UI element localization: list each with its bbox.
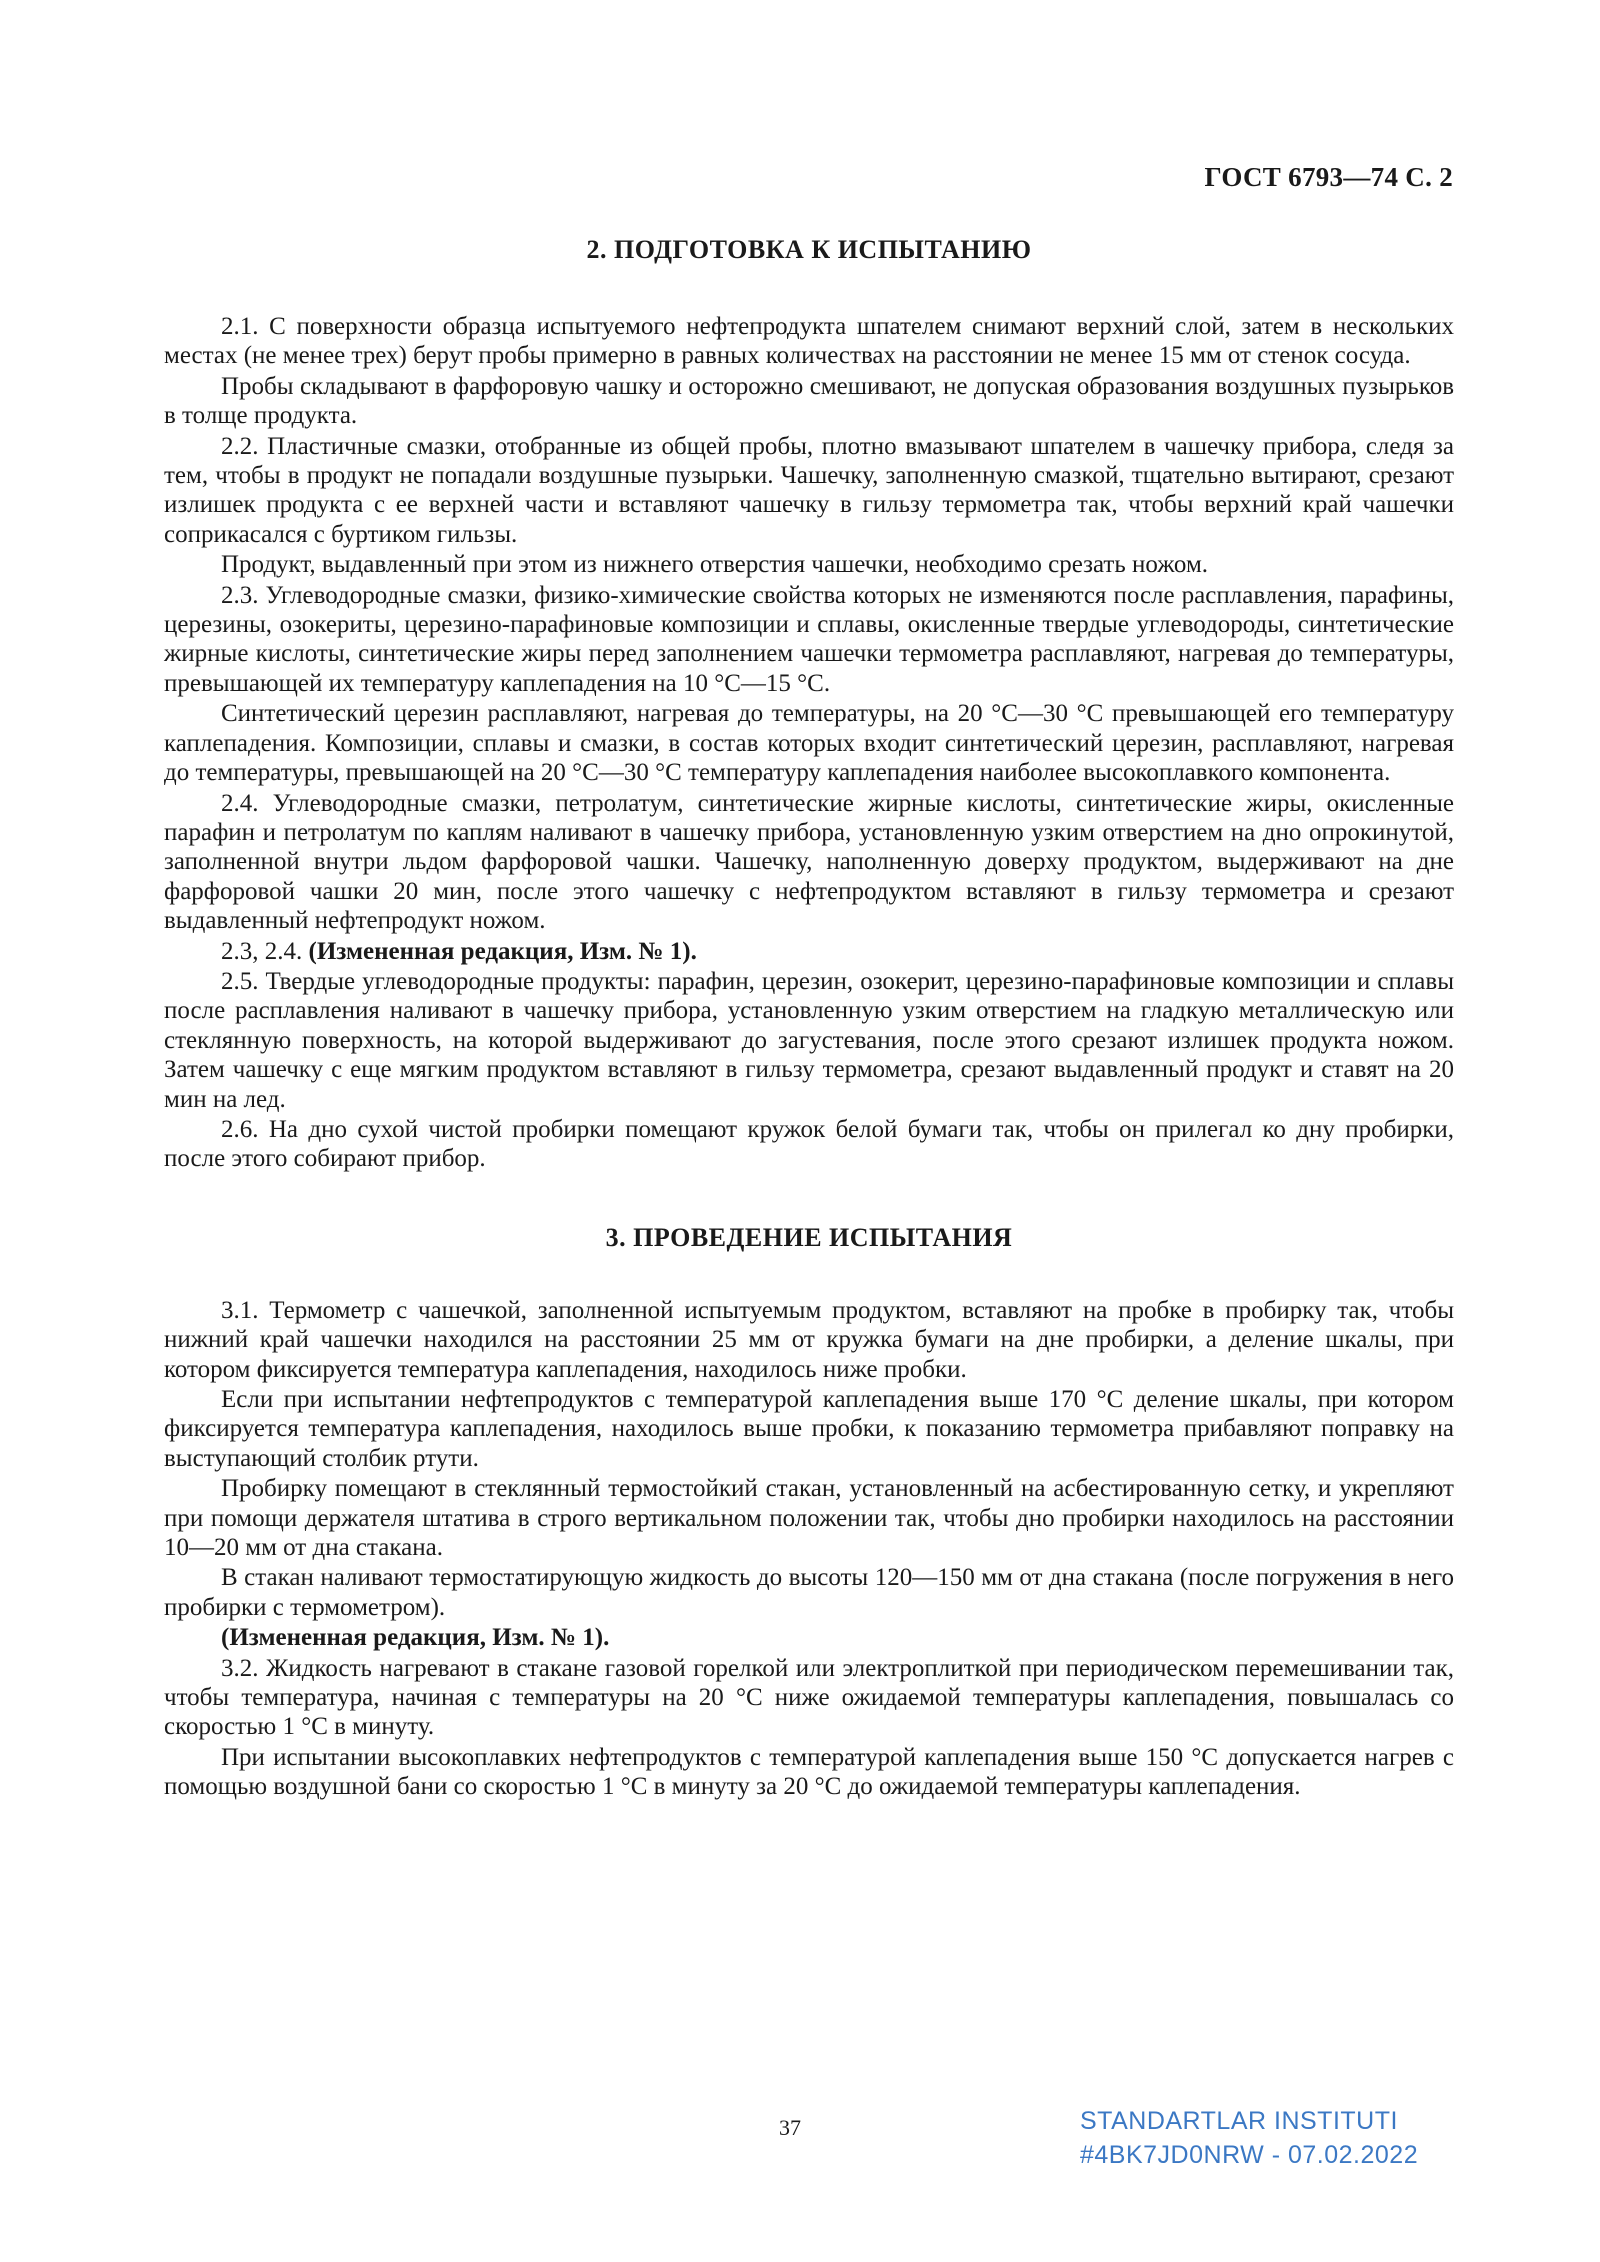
paragraph-3-1: 3.1. Термометр с чашечкой, заполненной испытуемым продуктом, вставляют на пробке в пробирку так, чтобы нижний край чашечки находился на расстоянии 25 мм от кружка бумаги на дне пробирки, а деление шкалы, при котором фиксируется температура каплепадения, находилось ниже пробки. — [164, 1296, 1454, 1383]
paragraph-3-1-beaker: Пробирку помещают в стеклянный термостойкий стакан, установленный на асбестированную сетку, и укрепляют при помощи держателя штатива в строго вертикальном положении так, чтобы дно пробирки находилось на расстоянии 10—20 мм от дна стакана. — [164, 1475, 1454, 1562]
gost-header: ГОСТ 6793—74 С. 2 — [1204, 162, 1453, 192]
amendment-text: (Измененная редакция, Изм. № 1). — [221, 1624, 610, 1652]
paragraph-2-1-samples: Пробы складывают в фарфоровую чашку и осторожно смешивают, не допуская образования воздушных пузырьков в толще продукта. — [164, 372, 1454, 430]
amendment-note-2-3-2-4 — [164, 937, 1454, 966]
section-3-title: 3. ПРОВЕДЕНИЕ ИСПЫТАНИЯ — [605, 1222, 1013, 1252]
paragraph-2-1: 2.1. С поверхности образца испытуемого нефтепродукта шпателем снимают верхний слой, затем в нескольких местах (не менее трех) берут пробы примерно в равных количествах на расстоянии не менее 15 мм от стенок сосуда. — [164, 313, 1454, 370]
section-2-title: 2. ПОДГОТОВКА К ИСПЫТАНИЮ — [586, 235, 1032, 264]
paragraph-2-4: 2.4. Углеводородные смазки, петролатум, синтетические жирные кислоты, синтетические жиры, окисленные парафин и петролатум по каплям наливают в чашечку прибора, установленную узким отверстием на дно опрокинутой, заполненной внутри льдом фарфоровой чашки. Чашечку, наполненную доверху продуктом, выдерживают на дне фарфоровой чашки 20 мин, после этого чашечку с нефтепродуктом вставляют в гильзу термометра и срезают выдавленный нефтепродукт ножом. — [164, 789, 1454, 935]
paragraph-2-2-cut: Продукт, выдавленный при этом из нижнего отверстия чашечки, необходимо срезать ножом. — [221, 551, 1209, 579]
paragraph-2-6: 2.6. На дно сухой чистой пробирки помещают кружок белой бумаги так, чтобы он прилегал ко дну пробирки, после этого собирают прибор. — [164, 1115, 1454, 1173]
page-number: 37 — [779, 2115, 801, 2140]
paragraph-2-3: 2.3. Углеводородные смазки, физико-химические свойства которых не изменяются после расплавления, парафины, церезины, озокериты, церезино-парафиновые композиции и сплавы, окисленные твердые углеводороды, синтетические жирные кислоты, синтетические жиры перед заполнением чашечки термометра расплавляют, нагревая до температуры, превышающей их температуру каплепадения на 10 °С—15 °С. — [164, 581, 1454, 697]
paragraph-2-3-ceresin: Синтетический церезин расплавляют, нагревая до температуры, на 20 °С—30 °С превышающей его температуру каплепадения. Композиции, сплавы и смазки, в состав которых входит синтетический церезин, расплавляют, нагревая до температуры, превышающей на 20 °С—30 °С температуру каплепадения наиболее высокоплавкого компонента. — [164, 700, 1454, 787]
amendment-text: (Измененная редакция, Изм. № 1). — [308, 937, 697, 965]
watermark-stamp — [1080, 2104, 1418, 2172]
paragraph-2-2: 2.2. Пластичные смазки, отобранные из общей пробы, плотно вмазывают шпателем в чашечку прибора, следя за тем, чтобы в продукт не попадали воздушные пузырьки. Чашечку, заполненную смазкой, тщательно вытирают, срезают излишек продукта с ее верхней части и вставляют чашечку в гильзу термометра так, чтобы верхний край чашечки соприкасался с буртиком гильзы. — [164, 432, 1454, 548]
paragraph-3-2-high-melting: При испытании высокоплавких нефтепродуктов с температурой каплепадения выше 150 °С допускается нагрев с помощью воздушной бани со скоростью 1 °С в минуту за 20 °С до ожидаемой температуры каплепадения. — [164, 1743, 1454, 1801]
amendment-note-3-1 — [164, 1623, 1454, 1652]
paragraph-3-2: 3.2. Жидкость нагревают в стакане газовой горелкой или электроплиткой при периодическом перемешивании так, чтобы температура, начиная с температуры на 20 °С ниже ожидаемой температуры каплепадения, повышалась со скоростью 1 °С в минуту. — [164, 1654, 1454, 1741]
paragraph-2-5: 2.5. Твердые углеводородные продукты: парафин, церезин, озокерит, церезино-парафиновые композиции и сплавы после расплавления наливают в чашечку прибора, установленную узким отверстием на гладкую металлическую или стеклянную поверхность, на которой выдерживают до загустевания, после этого срезают излишек продукта ножом. Затем чашечку с еще мягким продуктом вставляют в гильзу термометра, срезают выдавленный продукт и ставят на 20 мин на лед. — [164, 967, 1454, 1113]
amendment-prefix: 2.3, 2.4. — [221, 937, 303, 965]
watermark-line-2: #4BK7JD0NRW - 07.02.2022 — [1080, 2141, 1419, 2169]
paragraph-3-1-liquid: В стакан наливают термостатирующую жидкость до высоты 120—150 мм от дна стакана (после погружения в него пробирки с термометром). — [164, 1564, 1454, 1621]
paragraph-3-1-correction: Если при испытании нефтепродуктов с температурой каплепадения выше 170 °С деление шкалы, при котором фиксируется температура каплепадения, находилось выше пробки, к показанию термометра прибавляют поправку на выступающий столбик ртути. — [164, 1386, 1454, 1472]
document-body — [164, 224, 1454, 1803]
watermark-line-1: STANDARTLAR INSTITUTI — [1080, 2107, 1398, 2135]
